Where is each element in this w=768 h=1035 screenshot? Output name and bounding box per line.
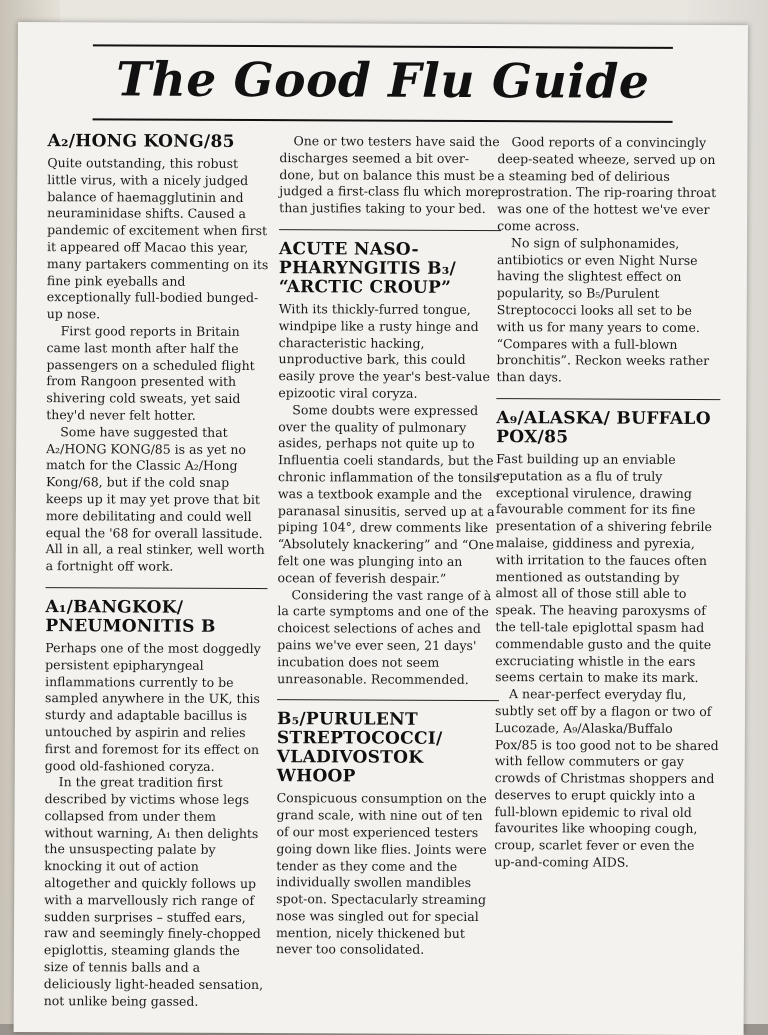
body-paragraph: First good reports in Britain came last month after half the passengers on a scheduled flight from Rangoon presented with shivering cold sweats, yet said they'd never felt hotter. (46, 323, 255, 423)
body-paragraph: Some doubts were expressed over the quality of pulmonary asides, perhaps not quite up to Influentia coeli standards, but the chronic inflammation of the tonsils was a textbook example and the paranasal sinusitis, served up at a piping 104°, drew comments like “Absolutely knackering” and “One felt one was plunging into an ocean of feverish despair.” (277, 401, 500, 586)
section-heading-arctic-croup: ACUTE NASO-PHARYNGITIS B₃/ “ARCTIC CROUP” (278, 239, 457, 298)
body-paragraph: Conspicuous consumption on the grand scale, with nine out of ten of our most experienced testers going down like flies. Joints were tender as they come and the individually swollen mandibles spot-on. Spectacularly streaming nose was singled out for special mention, nicely thickened but never too consolidated. (275, 790, 487, 958)
page-title: The Good Flu Guide (116, 52, 650, 110)
masthead (93, 44, 673, 123)
section-divider (277, 699, 499, 701)
column-2 (276, 133, 502, 959)
body-paragraph: Fast building up an enviable reputation as a flu of truly exceptional virulence, drawing favourable comment for its fine presentation of a shivering febrile malaise, giddiness and pyrexia, with irritation to the fauces often mentioned as outstanding by almost all of those still able to speak. The heaving paroxysms of the tell-tale epiglottal spasm had commendable gusto and the quite excruciating whistle in the ears seems certain to make its mark. (495, 451, 712, 686)
section-heading-bangkok: A₁/BANGKOK/ PNEUMONITIS B (45, 597, 216, 637)
column-1 (44, 132, 270, 1010)
body-paragraph: Quite outstanding, this robust little virus, with a nicely judged balance of haemagglutinin and neuraminidase shifts. Caused a pandemic of excitement when first it appeared off Macao this year, many partakers commenting on its fine pink eyeballs and exceptionally full-bodied bunged-up nose. (46, 155, 269, 322)
body-paragraph: A near-perfect everyday flu, subtly set off by a flagon or two of Lucozade, A₉/Alaska/Buffalo Pox/85 is too good not to be shared with fellow commuters or gay crowds of Christmas shoppers and deserves to erupt quickly into a full-blown epidemic to rival old favourites like whooping cough, croup, scarlet fever or even the up-and-coming AIDS. (494, 686, 719, 870)
body-paragraph: Good reports of a convincingly deep-seated wheeze, served up on a steaming bed of delirious prostration. The rip-roaring throat was one of the hottest we've ever come across. (497, 134, 717, 234)
body-paragraph: Perhaps one of the most doggedly persistent epipharyngeal inflammations currently to be sampled anywhere in the UK, this sturdy and adaptable bacillus is untouched by aspirin and relies first and foremost for its effect on good old-fashioned coryza. (44, 640, 261, 774)
body-paragraph: No sign of sulphonamides, antibiotics or even Night Nurse having the slightest effect on popularity, so B₅/Purulent Streptococci looks all set to be with us for many years to come. “Compares with a full-blown bronchitis”. Reckon weeks rather than days. (496, 234, 710, 385)
section-heading-alaska: A₉/ALASKA/ BUFFALO POX/85 (496, 408, 711, 448)
section-divider (279, 229, 501, 231)
section-heading-purulent-streptococci: B₅/PURULENT STREPTOCOCCI/ VLADIVOSTOK WHOOP (276, 709, 443, 787)
body-paragraph: Some have suggested that A₂/HONG KONG/85 is as yet no match for the Classic A₂/Hong Kong/68, but if the cold snap keeps up it may yet prove that bit more debilitating and could well equal the '68 for overall lassitude. All in all, a real stinker, well worth a fortnight off work. (45, 423, 265, 574)
section-heading-hong-kong: A₂/HONG KONG/85 (47, 131, 235, 152)
section-divider (496, 398, 720, 400)
body-paragraph: In the great tradition first described by victims whose legs collapsed from under them without warning, A₁ then delights the unsuspecting palate by knocking it out of action altogether and quickly follows up with a marvellously rich range of sudden surprises – stuffed ears, raw and seemingly finely-chopped epiglottis, steaming glands the size of tennis balls and a deliciously light-headed sensation, not unlike being gassed. (43, 774, 264, 1009)
magazine-page (14, 22, 748, 1035)
section-divider (46, 587, 268, 589)
body-paragraph: With its thickly-furred tongue, windpipe like a rusty hinge and characteristic hacking, unproductive bark, this could easily prove the year's best-value epizootic viral coryza. (278, 301, 490, 401)
body-paragraph: One or two testers have said the discharges seemed a bit over-done, but on balance this must be judged a first-class flu which more than justifies taking to your bed. (279, 133, 500, 217)
body-paragraph: Considering the vast range of à la carte symptoms and one of the choicest selections of aches and pains we've ever seen, 21 days' incubation does not seem unreasonable. Recommended. (277, 586, 492, 687)
column-3 (494, 134, 721, 872)
